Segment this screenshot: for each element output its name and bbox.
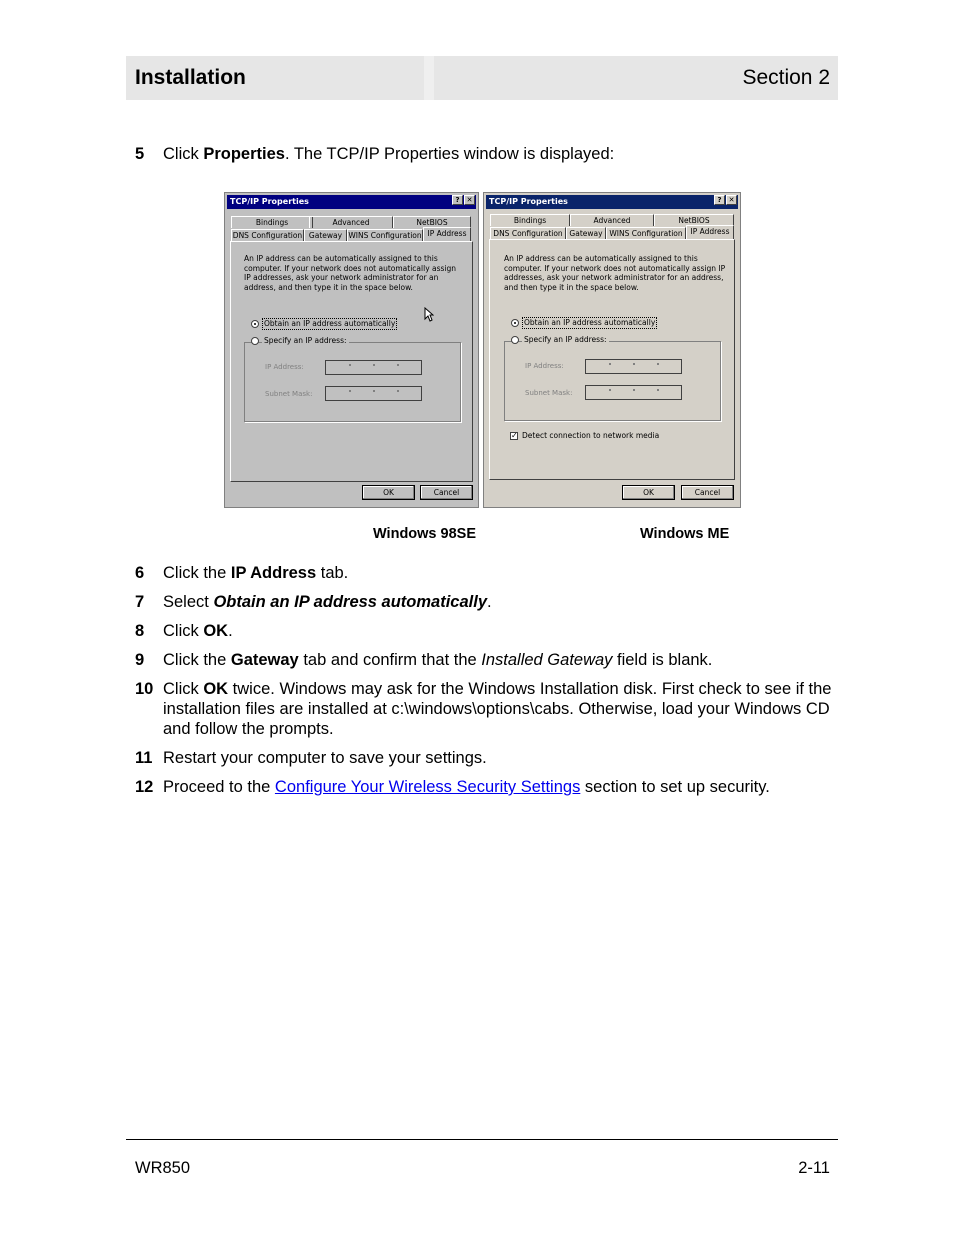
step-text <box>163 592 843 612</box>
close-icon[interactable]: ✕ <box>726 195 737 205</box>
detect-media-label: Detect connection to network media <box>522 431 660 440</box>
step-text <box>163 650 843 670</box>
tab-dns-configuration[interactable]: DNS Configuration <box>232 231 303 240</box>
step-text-plain: Select <box>163 593 214 611</box>
step-text-plain: Restart your computer to save your settings. <box>163 749 487 767</box>
step-text-bold: Gateway <box>230 651 299 669</box>
tab-gateway[interactable]: Gateway <box>566 227 606 239</box>
close-icon[interactable]: ✕ <box>464 195 475 205</box>
footer-divider <box>126 1139 838 1140</box>
step-text-bold: OK <box>203 622 229 640</box>
ip-description: An IP address can be automatically assigned to this computer. If your network does not automatically assign IP addresses, ask your network administrator for an address, and then type it in the space below. <box>504 254 726 292</box>
radio-specify-ip[interactable] <box>251 337 259 345</box>
step-text <box>163 748 843 768</box>
step-number: 12 <box>135 778 154 796</box>
step-number: 6 <box>135 564 145 582</box>
step-number: 8 <box>135 622 145 640</box>
step-text-plain: tab and confirm that the <box>298 651 482 669</box>
chapter-title: Installation <box>135 66 246 89</box>
ok-button[interactable]: OK <box>362 485 415 500</box>
radio-specify-label: Specify an IP address: <box>264 336 347 345</box>
cancel-button[interactable]: Cancel <box>420 485 473 500</box>
radio-obtain-label: Obtain an IP address automatically <box>264 319 396 328</box>
configure-security-link[interactable]: Configure Your Wireless Security Settings <box>274 778 581 796</box>
step-text-plain: . <box>228 622 233 640</box>
step-text-plain: Click the <box>163 564 231 582</box>
radio-specify-label: Specify an IP address: <box>524 335 607 344</box>
help-icon[interactable]: ? <box>714 195 725 205</box>
step-text <box>163 144 843 164</box>
tcpip-dialog-win98 <box>224 192 479 508</box>
tab-dns-configuration[interactable]: DNS Configuration <box>490 227 566 239</box>
subnet-mask-input[interactable] <box>325 386 422 401</box>
tab-bindings[interactable]: Bindings <box>231 216 313 228</box>
product-name: WR850 <box>135 1159 191 1177</box>
ip-group-box <box>504 341 721 421</box>
step-text <box>163 777 843 797</box>
subnet-mask-input[interactable] <box>585 385 682 400</box>
step-number: 5 <box>135 145 145 163</box>
dialog-title: TCP/IP Properties <box>489 197 568 206</box>
ip-address-input[interactable] <box>325 360 422 375</box>
tab-ip-address[interactable]: IP Address <box>686 225 734 239</box>
tcpip-dialog-winme <box>483 192 741 508</box>
radio-obtain-automatically[interactable] <box>251 320 259 328</box>
step-text-plain: . <box>487 593 492 611</box>
step-text-plain: section to set up security. <box>580 778 770 796</box>
step-text-plain: field is blank. <box>612 651 713 669</box>
step-number: 9 <box>135 651 145 669</box>
page-number: 2-11 <box>798 1159 830 1177</box>
ok-button[interactable]: OK <box>622 485 675 500</box>
radio-obtain-automatically[interactable] <box>511 319 519 327</box>
detect-media-checkbox[interactable]: ✓ <box>511 431 518 440</box>
dialog-title: TCP/IP Properties <box>230 197 309 206</box>
subnet-mask-label: Subnet Mask: <box>265 390 313 398</box>
step-text-plain: . The TCP/IP Properties window is displayed: <box>284 145 615 163</box>
step-text-italic: Installed Gateway <box>481 651 613 669</box>
ip-address-label: IP Address: <box>525 362 564 370</box>
step-text-plain: Click <box>163 622 204 640</box>
dialog-titlebar <box>486 195 738 209</box>
section-label: Section 2 <box>742 66 830 89</box>
header-divider <box>424 56 434 100</box>
tab-wins-configuration[interactable]: WINS Configuration <box>606 227 686 239</box>
step-text-bold-italic: Obtain an IP address automatically <box>213 593 488 611</box>
step-text-plain: Click the <box>163 651 231 669</box>
tab-ip-address[interactable]: IP Address <box>423 227 471 241</box>
step-text-plain: Proceed to the <box>163 778 275 796</box>
caption-windows-me: Windows ME <box>640 526 730 542</box>
tab-bindings[interactable]: Bindings <box>490 214 570 226</box>
ip-group-box <box>244 342 461 422</box>
tab-advanced[interactable]: Advanced <box>309 216 393 228</box>
cancel-button[interactable]: Cancel <box>681 485 734 500</box>
ip-description: An IP address can be automatically assigned to this computer. If your network does not automatically assign IP addresses, ask your network administrator for an address, and then type it in the space below. <box>244 254 457 292</box>
step-text-plain: twice. Windows may ask for the Windows Installation disk. First check to see if the installation files are installed at c:\windows\options\cabs. Otherwise, load your Windows CD and follow the prompts. <box>163 680 832 738</box>
mouse-cursor-icon <box>424 307 434 322</box>
step-text-bold: IP Address <box>230 564 317 582</box>
step-number: 7 <box>135 593 145 611</box>
tab-netbios[interactable]: NetBIOS <box>654 214 734 226</box>
step-text <box>163 621 843 641</box>
step-text-plain: Click <box>163 145 204 163</box>
help-icon[interactable]: ? <box>452 195 463 205</box>
tab-netbios[interactable]: NetBIOS <box>393 216 471 228</box>
step-text-plain: Click <box>163 680 204 698</box>
ip-address-input[interactable] <box>585 359 682 374</box>
dialog-titlebar <box>227 195 476 209</box>
step-number: 10 <box>135 680 154 698</box>
caption-windows-98se: Windows 98SE <box>373 526 477 542</box>
subnet-mask-label: Subnet Mask: <box>525 389 573 397</box>
step-text <box>163 563 843 583</box>
radio-specify-ip[interactable] <box>511 336 519 344</box>
section-header <box>126 56 838 100</box>
tab-gateway[interactable]: Gateway <box>304 229 347 241</box>
tab-wins-configuration[interactable]: WINS Configuration <box>348 231 422 240</box>
tab-advanced[interactable]: Advanced <box>570 214 654 226</box>
step-text-plain: tab. <box>316 564 349 582</box>
step-text-bold: OK <box>203 680 229 698</box>
step-text-bold: Properties <box>203 145 285 163</box>
ip-address-label: IP Address: <box>265 363 304 371</box>
radio-obtain-label: Obtain an IP address automatically <box>524 318 656 327</box>
step-number: 11 <box>135 749 153 767</box>
step-text <box>163 679 843 739</box>
